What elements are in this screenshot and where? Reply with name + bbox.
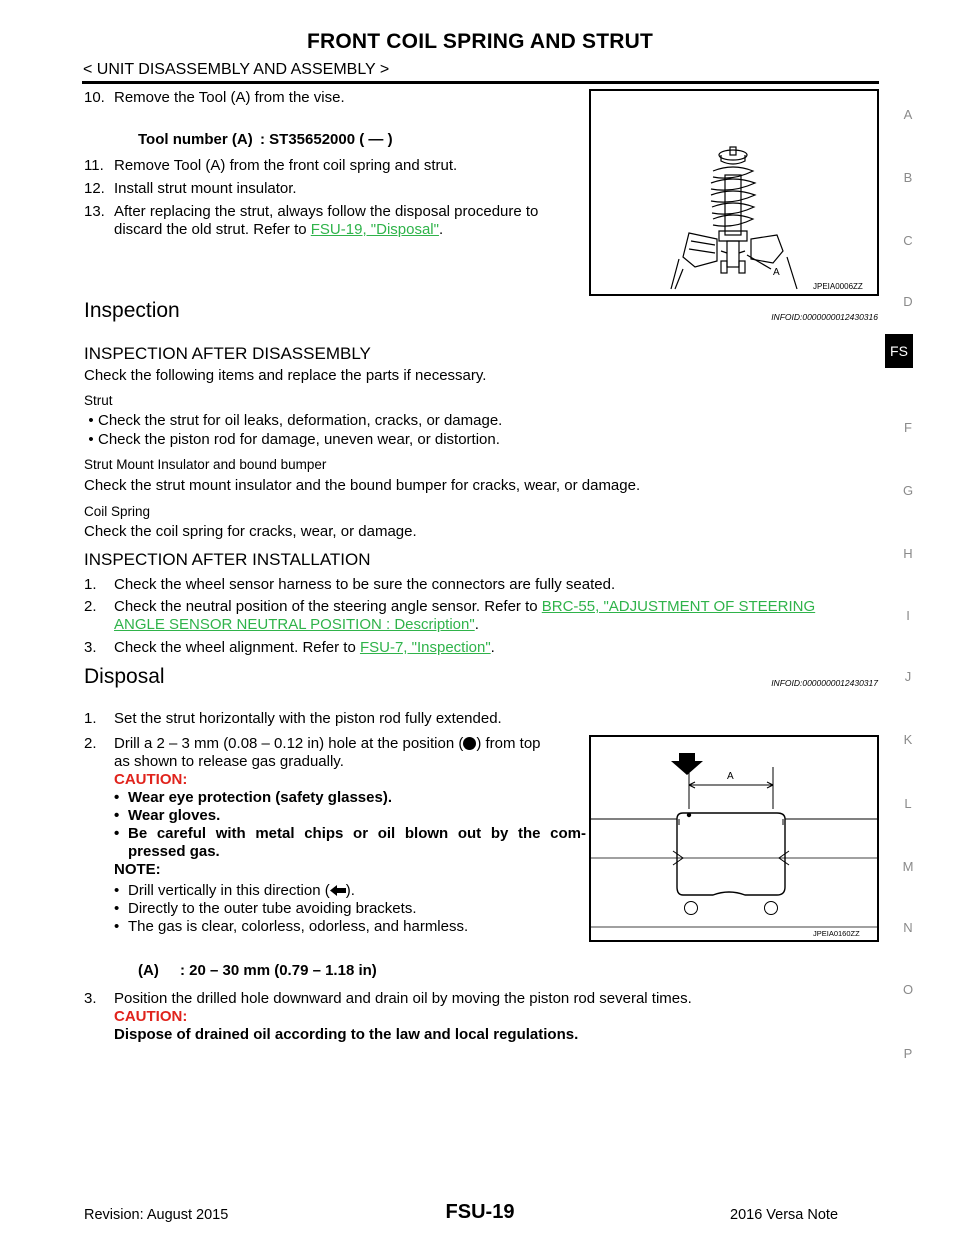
- inspection-infoid: INFOID:0000000012430316: [771, 312, 878, 322]
- figure-code: JPEIA0006ZZ: [813, 282, 863, 291]
- disposal-step-2: 2. Drill a 2 – 3 mm (0.08 – 0.12 in) hole at the position ( ) from top: [84, 735, 541, 752]
- figure-drill-position: [589, 735, 879, 942]
- side-index-h[interactable]: H: [903, 546, 913, 561]
- link-brc-55-cont[interactable]: ANGLE SENSOR NEUTRAL POSITION : Description": [114, 616, 475, 633]
- figure-label-a: A: [727, 771, 734, 782]
- step-11: 11. Remove Tool (A) from the front coil spring and strut.: [84, 157, 458, 174]
- side-index-p[interactable]: P: [903, 1046, 913, 1061]
- strut-heading: Strut: [84, 393, 113, 408]
- spring-text: Check the coil spring for cracks, wear, or damage.: [84, 523, 417, 540]
- side-index-n[interactable]: N: [903, 920, 913, 935]
- disposal-step-2-cont: as shown to release gas gradually.: [114, 753, 344, 770]
- disposal-step-1: 1. Set the strut horizontally with the piston rod fully extended.: [84, 710, 502, 727]
- tool-spec: Tool number (A) : ST35652000 ( — ): [138, 131, 393, 148]
- link-fsu-7[interactable]: FSU-7, "Inspection": [359, 639, 491, 656]
- note-item-3: • The gas is clear, colorless, odorless, and harmless.: [114, 918, 469, 935]
- footer-model: 2016 Versa Note: [730, 1207, 839, 1223]
- step-13: 13. After replacing the strut, always follow the disposal procedure to: [84, 203, 539, 220]
- side-index-c[interactable]: C: [903, 233, 913, 248]
- figure-label-a: A: [773, 267, 780, 278]
- step-10: 10. Remove the Tool (A) from the vise.: [84, 89, 345, 106]
- note-label: NOTE:: [114, 861, 161, 878]
- page-title: FRONT COIL SPRING AND STRUT: [306, 30, 654, 53]
- link-brc-55[interactable]: BRC-55, "ADJUSTMENT OF STEERING: [541, 598, 816, 615]
- side-index-l[interactable]: L: [904, 796, 912, 811]
- caution-item-2: • Wear gloves.: [114, 807, 221, 824]
- side-index-d[interactable]: D: [903, 294, 913, 309]
- note-item-1: • Drill vertically in this direction ( ).: [114, 882, 355, 899]
- caution2-text: Dispose of drained oil according to the law and local regulations.: [114, 1026, 579, 1043]
- side-index-m[interactable]: M: [902, 859, 914, 874]
- spring-heading: Coil Spring: [84, 504, 151, 519]
- side-index-g[interactable]: G: [902, 483, 914, 498]
- mount-text: Check the strut mount insulator and the bound bumper for cracks, wear, or damage.: [84, 477, 641, 494]
- mount-heading: Strut Mount Insulator and bound bumper: [84, 457, 327, 472]
- figure-strut-assembly: [589, 89, 879, 296]
- caution2-label: CAUTION:: [114, 1008, 188, 1025]
- installation-step-2: 2. Check the neutral position of the steering angle sensor. Refer to BRC-55, "ADJUSTMENT OF STEERING: [84, 598, 816, 615]
- side-tab-fs[interactable]: FS: [885, 334, 913, 368]
- side-index-b[interactable]: B: [903, 170, 913, 185]
- after-disassembly-title: INSPECTION AFTER DISASSEMBLY: [84, 344, 371, 363]
- caution-label: CAUTION:: [114, 771, 188, 788]
- disposal-infoid: INFOID:0000000012430317: [771, 678, 878, 688]
- header-rule: [82, 81, 879, 84]
- section-inspection-title: Inspection: [84, 299, 180, 322]
- installation-step-3: 3. Check the wheel alignment. Refer to FSU-7, "Inspection".: [84, 639, 495, 656]
- link-fsu-19-disposal[interactable]: FSU-19, "Disposal": [310, 221, 439, 238]
- side-index-f[interactable]: F: [904, 420, 912, 435]
- disposal-step-3: 3. Position the drilled hole downward and drain oil by moving the piston rod several times.: [84, 990, 692, 1007]
- note-item-2: • Directly to the outer tube avoiding brackets.: [114, 900, 417, 917]
- strut-illustration: [591, 91, 877, 294]
- side-index-a[interactable]: A: [903, 107, 913, 122]
- figure-code: JPEIA0160ZZ: [813, 929, 860, 938]
- arrow-left-icon: [330, 883, 346, 901]
- caution-item-3: • Be careful with metal chips or oil blown out by the com-: [114, 825, 586, 842]
- footer-revision: Revision: August 2015: [84, 1207, 229, 1223]
- side-index-o[interactable]: O: [902, 982, 914, 997]
- side-index-k[interactable]: K: [903, 732, 913, 747]
- step-13-cont: discard the old strut. Refer to FSU-19, "Disposal".: [114, 221, 444, 238]
- drill-position-icon: [463, 737, 476, 750]
- page-number: FSU-19: [445, 1201, 515, 1223]
- section-subtitle: < UNIT DISASSEMBLY AND ASSEMBLY >: [83, 61, 390, 78]
- spec-a: (A) : 20 – 30 mm (0.79 – 1.18 in): [138, 962, 377, 979]
- step-12: 12. Install strut mount insulator.: [84, 180, 297, 197]
- installation-step-2-cont: ANGLE SENSOR NEUTRAL POSITION : Description".: [114, 616, 479, 633]
- side-index-i[interactable]: I: [906, 608, 910, 623]
- caution-item-3-cont: pressed gas.: [128, 843, 220, 860]
- installation-step-1: 1. Check the wheel sensor harness to be sure the connectors are fully seated.: [84, 576, 616, 593]
- drill-position-illustration: [591, 737, 877, 940]
- side-index-j[interactable]: J: [904, 669, 912, 684]
- section-disposal-title: Disposal: [84, 665, 165, 688]
- strut-item-2: • Check the piston rod for damage, uneven wear, or distortion.: [88, 431, 500, 448]
- strut-item-1: • Check the strut for oil leaks, deformation, cracks, or damage.: [88, 412, 503, 429]
- caution-item-1: • Wear eye protection (safety glasses).: [114, 789, 392, 806]
- after-disassembly-intro: Check the following items and replace the parts if necessary.: [84, 367, 487, 384]
- after-installation-title: INSPECTION AFTER INSTALLATION: [84, 550, 371, 569]
